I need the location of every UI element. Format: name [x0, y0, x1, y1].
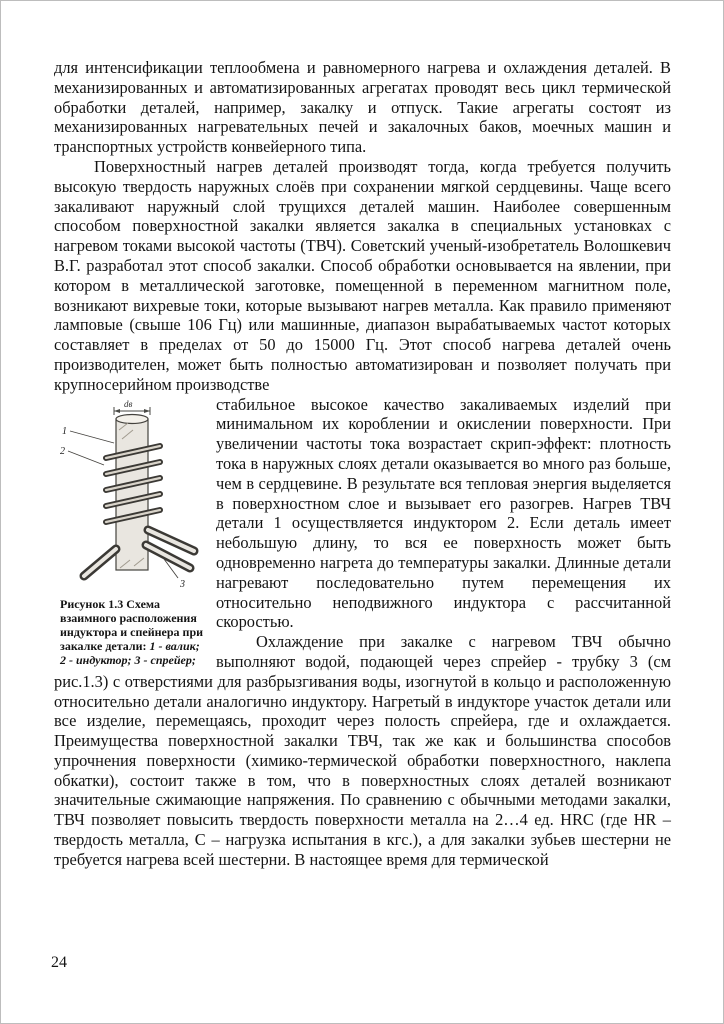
figure-caption-legend: 1 - валик; 2 - индуктор; 3 - спрейер; — [60, 638, 200, 667]
paragraph-2a: Поверхностный нагрев деталей производят тогда, когда требуется получить высокую твердость наружных слоёв при сохранении мягкой сердцевины. Чаще всего закаливают наружный слой трущихся деталей машин. Наиболее совершенным способом поверхностной закалки является закалка в специальных установках с нагревом токами высокой частоты (ТВЧ). Советский ученый-изобретатель Волошкевич В.Г. разработал этот способ закалки. Способ обработки основывается на явлении, при котором в металлической заготовке, помещенной в переменном магнитном поле, возникают вихревые токи, которые вызывают нагрев металла. Как правило применяют ламповые (свыше 106 Гц) или машинные, диапазон вырабатываемых частот которых составляет в пределах от 50 до 15000 Гц. Этот способ нагрева деталей очень производителен, может быть полностью автоматизирован и позволяет получать при крупносерийном производстве — [54, 156, 671, 394]
part-label-3: 3 — [180, 578, 185, 590]
text-block — [54, 58, 671, 870]
part-label-1: 1 — [62, 425, 67, 437]
dimension-label: dв — [124, 398, 133, 409]
paragraph-1: для интенсификации теплообмена и равномерного нагрева и охлаждения деталей. В механизированных и автоматизированных агрегатах проводят весь цикл термической обработки деталей, например, закалку и отпуск. Такие агрегаты состоят из механизированных нагревательных печей и закалочных баков, моечных машин и транспортных устройств конвейерного типа. — [54, 58, 671, 157]
inductor-diagram — [54, 398, 204, 592]
figure-1-3 — [54, 398, 204, 667]
paragraph-3: Охлаждение при закалке с нагревом ТВЧ обычно выполняют водой, подающей через спрейер - трубку 3 (см рис.1.3) с отверстиями для разбрызгивания воды, изогнутой в кольцо и расположенную относительно детали аналогично индуктору. Нагретый в индукторе участок детали или все изделие, перемещаясь, проходит через полость спрейера, где и охлаждается. Преимущества поверхностной закалки ТВЧ, так же как и большинства способов упрочнения поверхности (химико-термической обработки поверхностного, наклепа обкатки), состоит также в том, что в поверхностных слоях деталей возникают значительные сжимающие напряжения. По сравнению с обычными методами закалки, ТВЧ позволяет повысить твердость поверхности металла на 2…4 ед. HRC (где HR – твердость металла, С – нагрузка испытания в кгс.), а для закалки зубьев шестерни не требуется нагрева всей шестерни. В настоящее время для термической — [54, 632, 671, 869]
paragraph-2b: стабильное высокое качество закаливаемых изделий при минимальном их короблении и окислении поверхности. При увеличении частоты тока возрастает скрип-эффект: плотность тока в наружных слоях детали оказывается во много раз больше, чем в сердцевине. В результате вся тепловая энергия выделяется в поверхностном слое и вызывает его разогрев. Нагрев ТВЧ детали 1 осуществляется индуктором 2. Если деталь имеет небольшую длину, то вся ее поверхность может быть одновременно нагрета до температуры закалки. Длинные детали нагревают последовательно путем перемещения их относительно неподвижного индуктора с рассчитанной скоростью. — [216, 394, 671, 632]
figure-caption — [54, 597, 204, 667]
part-label-2: 2 — [60, 445, 65, 457]
figure-caption-title: Рисунок 1.3 Схема взаимного расположения индуктора и спейнера при закалке детали: — [60, 596, 204, 653]
page-number: 24 — [51, 954, 67, 971]
